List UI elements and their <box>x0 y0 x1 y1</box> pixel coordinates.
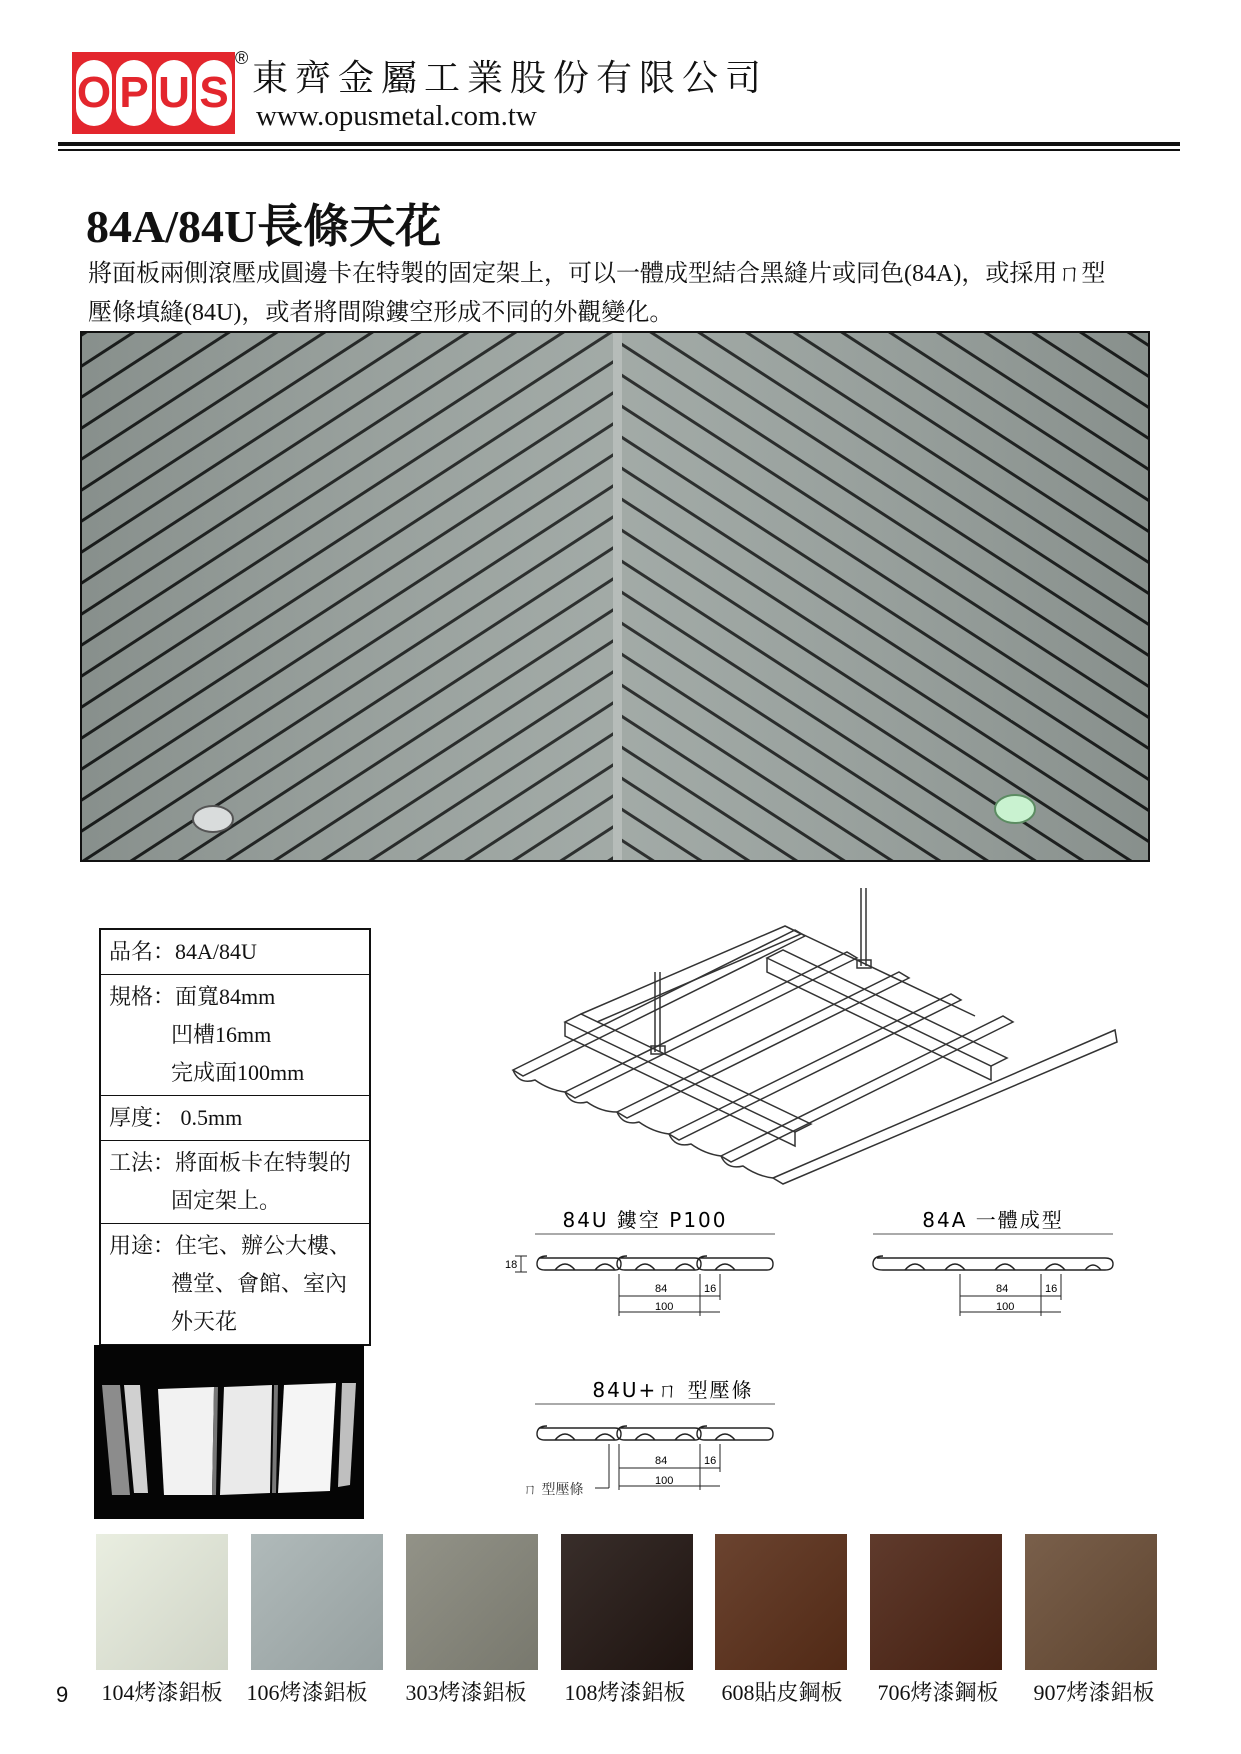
spec-method <box>100 1141 370 1224</box>
spec-thickness: 厚度： 0.5mm <box>100 1096 370 1141</box>
dim-label: 100 <box>996 1301 1015 1313</box>
swatch-106 <box>251 1534 383 1670</box>
panel-closeup-illustration <box>94 1345 364 1519</box>
swatch-108 <box>561 1534 693 1670</box>
profile-84u-cap <box>515 1370 815 1510</box>
spec-size-groove: 凹槽16mm <box>171 1022 272 1047</box>
profile-84a-integral <box>865 1200 1125 1330</box>
swatch-label: 106烤漆鋁板 <box>246 1680 368 1705</box>
company-url[interactable]: www.opusmetal.com.tw <box>256 100 537 132</box>
profile-caption: 84A 一體成型 <box>922 1208 1064 1232</box>
dim-label: 18 <box>505 1259 518 1271</box>
product-description <box>88 255 1148 333</box>
swatch-303 <box>406 1534 538 1670</box>
swatch-706 <box>870 1534 1002 1670</box>
logo-letter: O <box>76 60 112 126</box>
profile-caption: 84U 鏤空 P100 <box>562 1208 728 1232</box>
opus-logo <box>72 52 235 134</box>
spec-usage <box>100 1224 370 1346</box>
assembly-drawing <box>505 880 1125 1200</box>
panel-closeup-photo <box>94 1345 364 1519</box>
swatch-907 <box>1025 1534 1157 1670</box>
swatch-label: 104烤漆鋁板 <box>101 1680 223 1705</box>
dim-label: 100 <box>655 1475 674 1487</box>
dim-label: 16 <box>704 1455 717 1467</box>
downlight-left <box>193 806 233 832</box>
ceiling-photo-illustration <box>82 333 1148 860</box>
header-rule-thin <box>58 149 1180 151</box>
logo-letter: S <box>196 60 232 126</box>
spec-usage-line: 用途：住宅、辦公大樓、 <box>109 1233 352 1258</box>
dim-label: 84 <box>655 1283 668 1295</box>
swatch-label: 907烤漆鋁板 <box>1033 1680 1155 1705</box>
header-rule <box>58 142 1180 146</box>
dim-label: 16 <box>1045 1283 1058 1295</box>
spec-size-width: 規格：面寬84mm <box>109 984 276 1009</box>
spec-usage-line: 外天花 <box>171 1309 238 1334</box>
swatch-label: 706烤漆鋼板 <box>877 1680 999 1705</box>
dim-label: 84 <box>996 1283 1009 1295</box>
company-name: 東齊金屬工業股份有限公司 <box>252 58 769 99</box>
profile-84u-hollow <box>495 1200 795 1330</box>
swatch-label: 108烤漆鋁板 <box>564 1680 686 1705</box>
logo-letter: U <box>156 60 192 126</box>
downlight-right <box>995 795 1035 823</box>
spec-method-line: 工法：將面板卡在特製的 <box>109 1150 352 1175</box>
description-line: 將面板兩側滾壓成圓邊卡在特製的固定架上，可以一體成型結合黑縫片或同色(84A)，或採用ㄇ型 <box>88 261 1106 287</box>
spec-table <box>99 928 371 1346</box>
spec-usage-line: 禮堂、會館、室內 <box>171 1271 348 1296</box>
swatch-label: 303烤漆鋁板 <box>405 1680 527 1705</box>
dim-label: 84 <box>655 1455 668 1467</box>
registered-mark: ® <box>235 48 249 68</box>
ceiling-photo <box>80 331 1150 862</box>
spec-method-line: 固定架上。 <box>171 1188 282 1213</box>
dim-label: 100 <box>655 1301 674 1313</box>
dim-label: 16 <box>704 1283 717 1295</box>
spec-name: 品名：84A/84U <box>100 929 370 975</box>
swatch-104 <box>96 1534 228 1670</box>
swatch-608 <box>715 1534 847 1670</box>
page-title: 84A/84U長條天花 <box>86 201 442 252</box>
page-number: 9 <box>56 1682 69 1707</box>
spec-size <box>100 975 370 1096</box>
profile-caption: 84U+ㄇ 型壓條 <box>592 1378 754 1402</box>
description-line: 壓條填縫(84U)，或者將間隙鏤空形成不同的外觀變化。 <box>88 300 674 326</box>
spec-size-finish: 完成面100mm <box>171 1060 305 1085</box>
logo-letter: P <box>116 60 152 126</box>
swatch-label: 608貼皮鋼板 <box>721 1680 843 1705</box>
cap-label: ㄇ 型壓條 <box>523 1482 584 1498</box>
